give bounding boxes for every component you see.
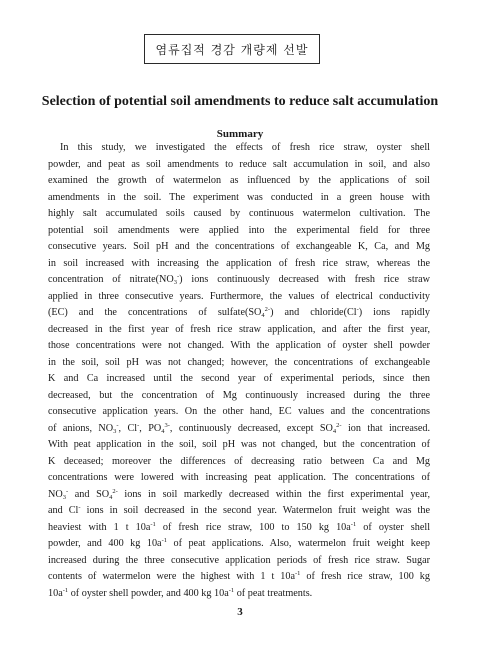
abstract-line: examined the growth of watermelon as influenced by the applications of soil (48, 175, 430, 186)
abstract-body (48, 140, 430, 602)
abstract-line: In this study, we investigated the effects of fresh rice straw, oyster shell (60, 142, 430, 153)
abstract-line: $NO_3^-$ and $SO_4^{2-}$ ions in soil markedly decreased within the first experimental year, (48, 487, 430, 501)
abstract-line: in soil increased with increasing the application of fresh rice straw, whereas the (48, 257, 430, 269)
abstract-line: of anions, $NO_3^-$, Cl-, $PO_4^{3-}$, continuously decreased, except $SO_4^{2-}$ ion that increased. (48, 421, 430, 435)
abstract-line: in the soil, soil pH was not changed; however, the concentrations of exchangeable (48, 356, 430, 368)
abstract-line: K and Ca increased until the second year of experimental periods, since then (48, 373, 430, 384)
abstract-line: heaviest with 1 t $10a^{-1}$ of fresh rice straw, 100 to 150 kg $10a^{-1}$ of oyster shell (48, 520, 431, 533)
abstract-line: contents of watermelon were the highest with 1 t $10a^{-1}$ of fresh rice straw, 100 kg (48, 570, 430, 582)
abstract-line: decreased, but the concentration of Mg continuously increased during the three (48, 389, 430, 401)
abstract-line: powder, and peat as soil amendments to reduce salt accumulation in soil, and also (48, 158, 430, 170)
abstract-line: and Cl- ions in soil decreased in the second year. Watermelon fruit weight was the (48, 504, 430, 516)
abstract-line: those concentrations were not changed. With the application of oyster shell powder (48, 340, 430, 351)
abstract-line: decreased in the first year of fresh rice straw application, and after the first year, (48, 323, 430, 335)
abstract-line: concentration of $nitrate(NO_3^-)$ ions continuously decreased with fresh rice straw (48, 273, 430, 286)
korean-title: 염류집적 경감 개량제 선발 (155, 42, 309, 57)
abstract-line: applied in three consecutive years. Furthermore, the values of electrical conductivity (48, 290, 430, 302)
abstract-line: highly salt accumulated soils caused by continuous watermelon cultivation. The (48, 208, 430, 219)
korean-title-box (144, 34, 320, 64)
abstract-line: consecutive years. Soil pH and the concentrations of exchangeable K, Ca, and Mg (48, 241, 430, 252)
abstract-line: K deceased; moreover the differences of decreasing ratio between Ca and Mg (48, 455, 430, 467)
abstract-line: $10a^{-1}$ of oyster shell powder, and 400 kg $10a^{-1}$ of peat treatments. (48, 586, 313, 599)
abstract-line: powder, and 400 kg $10a^{-1}$ of peat applications. Also, watermelon fruit weight keep (48, 537, 430, 549)
abstract-line: potential soil amendments were applied into the experimental field for three (48, 224, 430, 236)
abstract-line: amendments in the soil. The experiment was conducted in a green house with (48, 191, 430, 203)
page-number: 3 (237, 606, 243, 618)
abstract-line: consecutive application years. On the other hand, EC values and the concentrations (48, 406, 430, 417)
abstract-line: (EC) and the concentrations of $sulfate(SO_4^{2-})$ and chloride(Cl-) ions rapidly (48, 306, 430, 319)
summary-heading: Summary (216, 128, 264, 140)
abstract-line: With peat application in the soil, soil pH was not changed, but the concentration of (48, 439, 430, 450)
abstract-line: increased during the three consecutive application periods of fresh rice straw. Sugar (48, 554, 430, 566)
abstract-line: concentrations were lowered with increasing peat application. The concentrations of (48, 472, 430, 483)
paper-title: Selection of potential soil amendments to reduce salt accumulation (41, 94, 439, 109)
